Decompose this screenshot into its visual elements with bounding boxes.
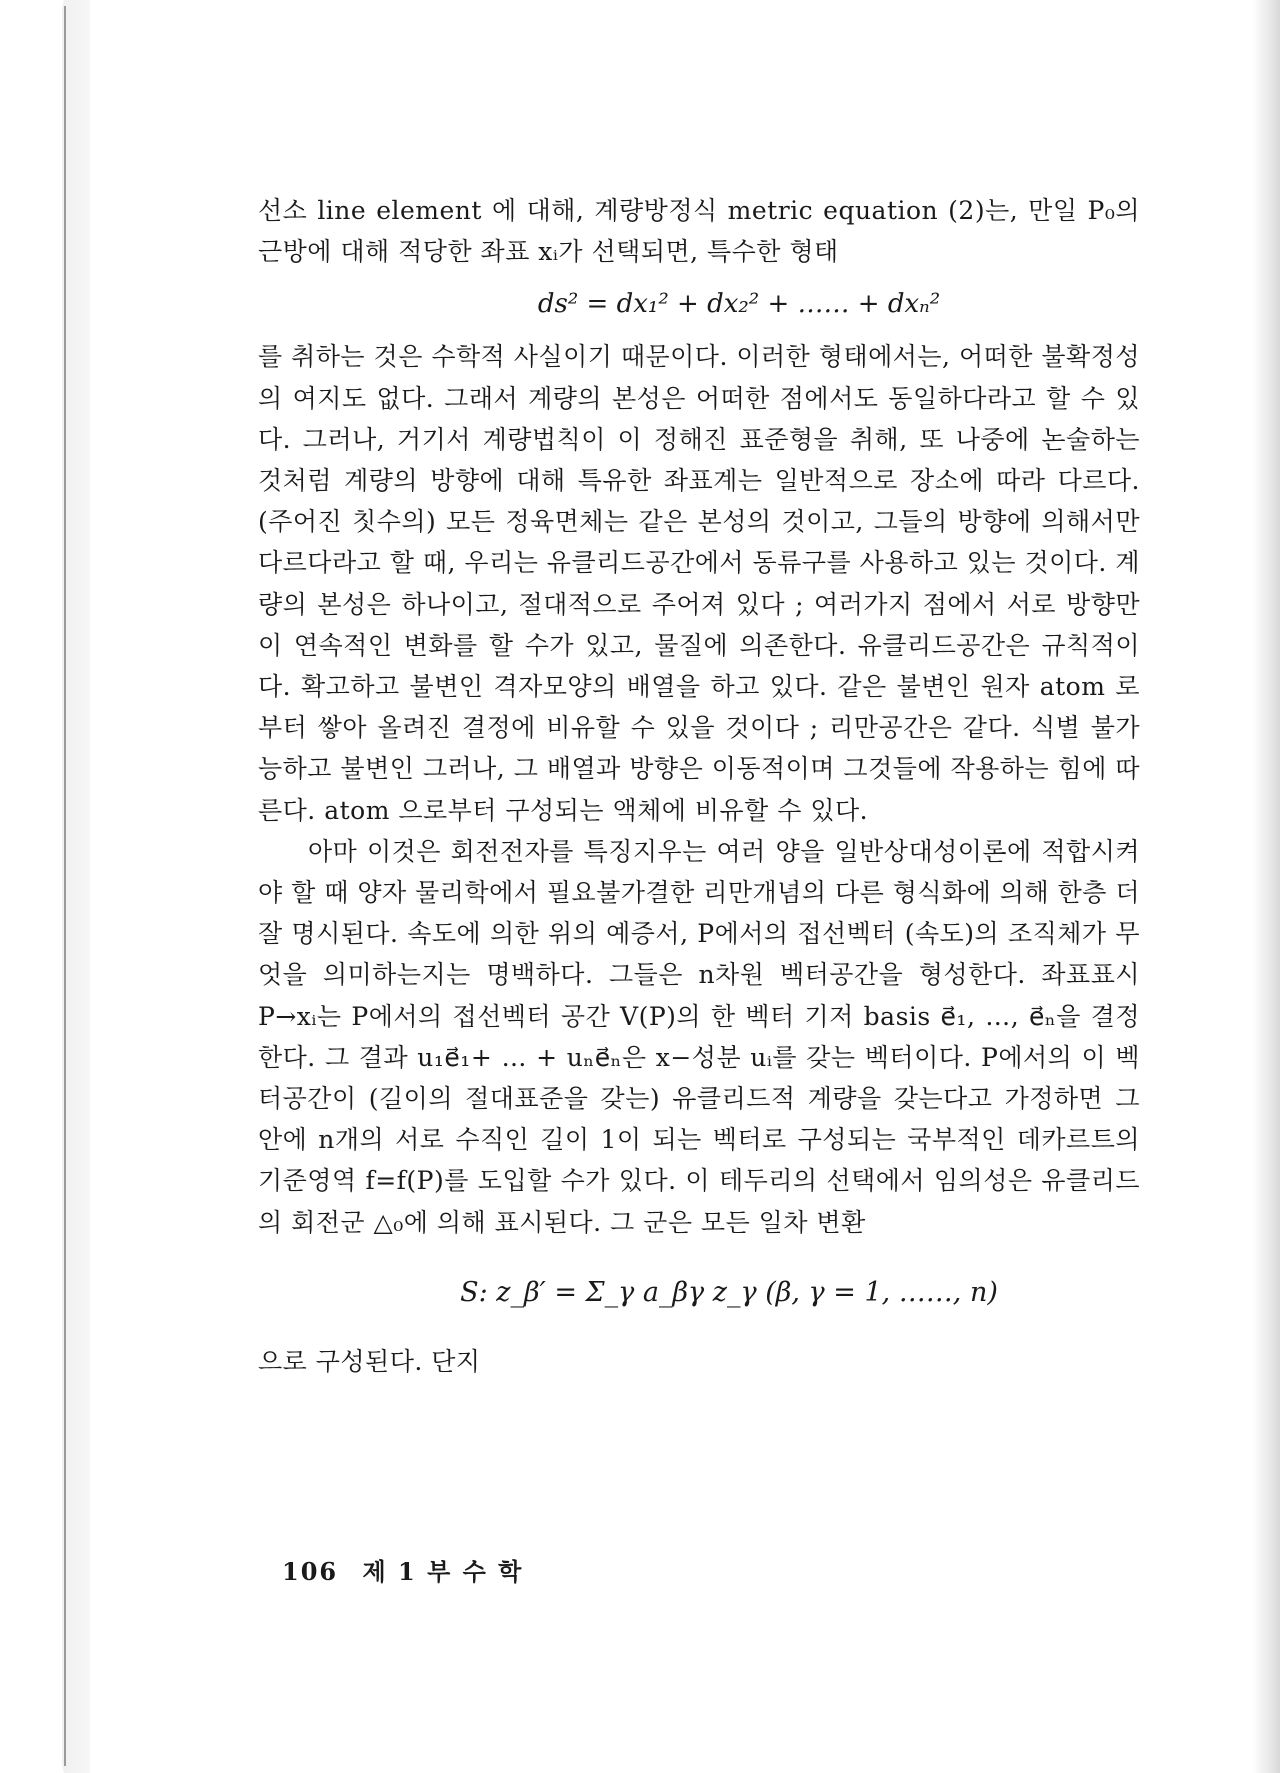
- paragraph-2: 아마 이것은 회전전자를 특징지우는 여러 양을 일반상대성이론에 적합시켜야 할 때 양자 물리학에서 필요불가결한 리만개념의 다른 형식화에 의해 한층 더 잘 명시된다. 속도에 의한 위의 예증서, P에서의 접선벡터 (속도)의 조직체가 무엇을 의미하는지는 명백하다. 그들은 n차원 벡터공간을 형성한다. 좌표표시 P→xᵢ는 P에서의 접선벡터 공간 V(P)의 한 벡터 기저 basis e⃗₁, …, e⃗ₙ을 결정한다. 그 결과 u₁e⃗₁+ … + uₙe⃗ₙ은 x−성분 uᵢ를 갖는 벡터이다. P에서의 이 벡터공간이 (길이의 절대표준을 갖는) 유클리드적 계량을 갖는다고 가정하면 그 안에 n개의 서로 수직인 길이 1이 되는 벡터로 구성되는 국부적인 데카르트의 기준영역 f=f(P)를 도입할 수가 있다. 이 테두리의 선택에서 임의성은 유클리드의 회전군 △₀에 의해 표시된다. 그 군은 모든 일차 변환: [258, 836, 1140, 1237]
- intro-paragraph: 선소 line element 에 대해, 계량방정식 metric equation (2)는, 만일 P₀의 근방에 대해 적당한 좌표 xᵢ가 선택되면, 특수한 형태: [258, 196, 1140, 267]
- page-edge: [0, 0, 90, 1773]
- formula-line-element: ds² = dx₁² + dx₂² + …… + dxₙ²: [537, 289, 941, 320]
- page-footer: [282, 1552, 523, 1587]
- closing-line: 으로 구성된다. 단지: [258, 1346, 481, 1376]
- page-number: 106: [282, 1557, 339, 1586]
- page-edge-line: [64, 6, 66, 1766]
- page-body: [258, 190, 1140, 1382]
- formula-rotation-transform: S: z_β′ = Σ_γ a_βγ z_γ (β, γ = 1, ……, n): [460, 1276, 998, 1308]
- page-shadow: [1252, 0, 1280, 1773]
- section-title: 제 1 부 수 학: [362, 1557, 524, 1586]
- paragraph-1: 를 취하는 것은 수학적 사실이기 때문이다. 이러한 형태에서는, 어떠한 불확정성의 여지도 없다. 그래서 계량의 본성은 어떠한 점에서도 동일하다라고 할 수 있다. 그러나, 거기서 계량법칙이 이 정해진 표준형을 취해, 또 나중에 논술하는 것처럼 계량의 방향에 대해 특유한 좌표계는 일반적으로 장소에 따라 다르다. (주어진 칫수의) 모든 정육면체는 같은 본성의 것이고, 그들의 방향에 의해서만 다르다라고 할 때, 우리는 유클리드공간에서 동류구를 사용하고 있는 것이다. 계량의 본성은 하나이고, 절대적으로 주어져 있다 ; 여러가지 점에서 서로 방향만이 연속적인 변화를 할 수가 있고, 물질에 의존한다. 유클리드공간은 규칙적이다. 확고하고 불변인 격자모양의 배열을 하고 있다. 같은 불변인 원자 atom 로부터 쌓아 올려진 결정에 비유할 수 있을 것이다 ; 리만공간은 같다. 식별 불가능하고 불변인 그러나, 그 배열과 방향은 이동적이며 그것들에 작용하는 힘에 따른다. atom 으로부터 구성되는 액체에 비유할 수 있다.: [258, 342, 1140, 825]
